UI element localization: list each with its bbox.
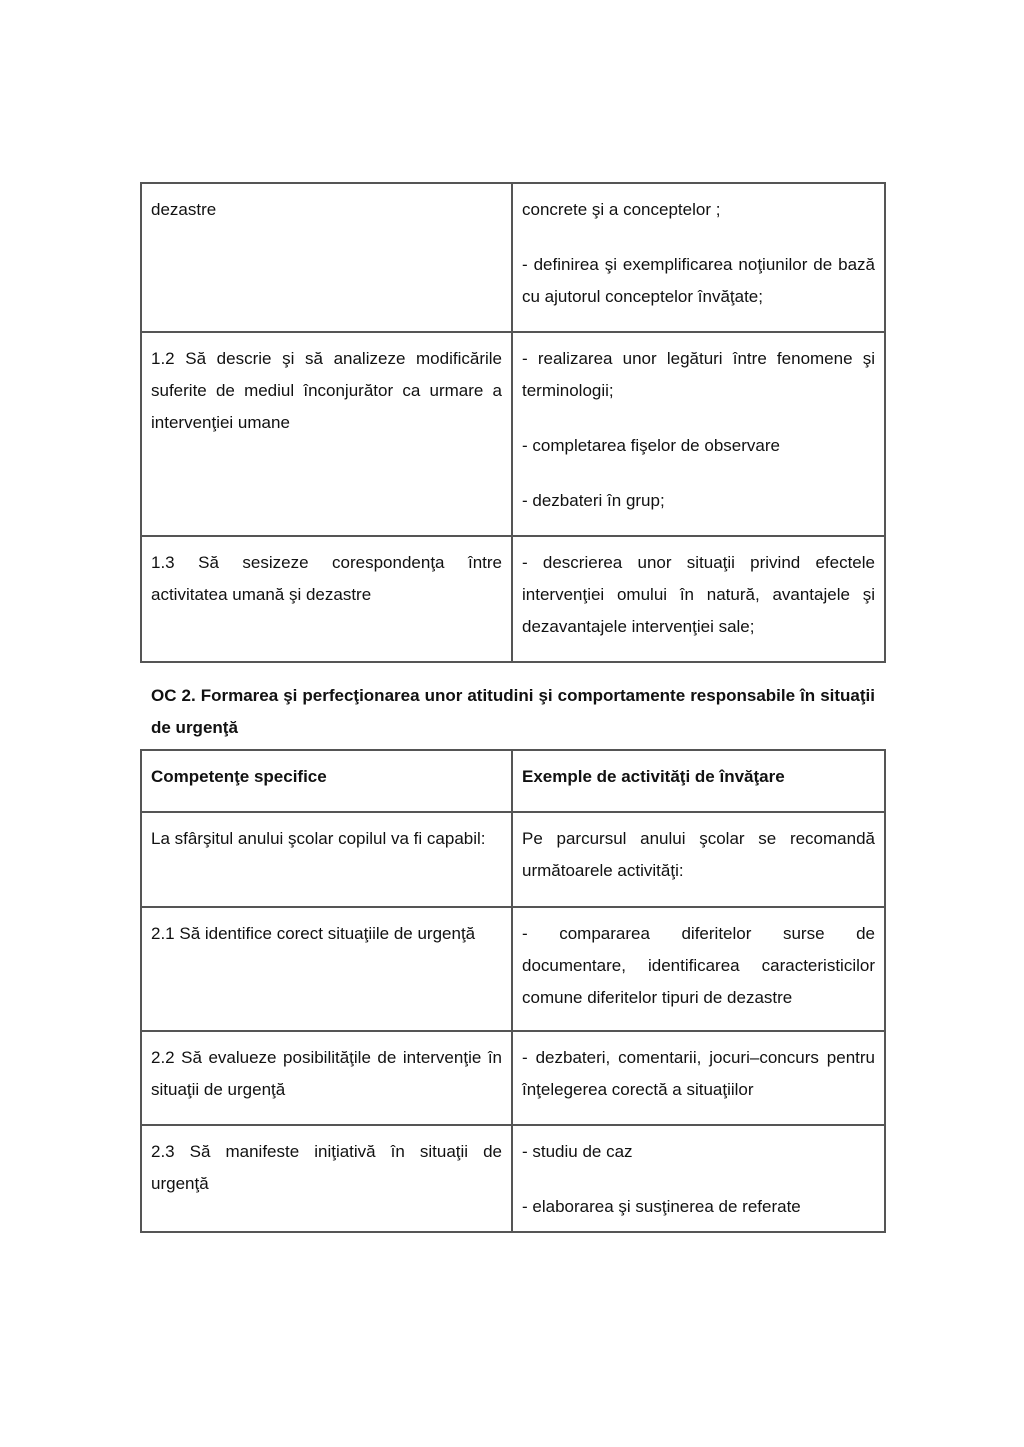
activity-cell — [512, 536, 885, 662]
cell-text: La sfârşitul anului şcolar copilul va fi capabil: — [151, 829, 486, 848]
cell-text: 2.1 Să identifice corect situaţiile de urgenţă — [151, 924, 476, 943]
cell-text: Pe parcursul anului şcolar se recomandă următoarele activităţi: — [522, 829, 875, 880]
competency-cell — [141, 332, 512, 536]
cell-text: 1.3 Să sesizeze corespondenţa între activitatea umană şi dezastre — [151, 553, 502, 604]
table-row — [141, 183, 885, 332]
cell-text: - compararea diferitelor surse de documentare, identificarea caracteristicilor comune diferitelor tipuri de dezastre — [522, 924, 875, 1007]
column-header-activities: Exemple de activităţi de învăţare — [512, 750, 885, 812]
competency-cell — [141, 183, 512, 332]
column-header-competencies: Competenţe specifice — [141, 750, 512, 812]
cell-text: - dezbateri în grup; — [522, 491, 665, 510]
cell-text: - studiu de caz — [522, 1142, 633, 1161]
cell-text: concrete şi a conceptelor ; — [522, 200, 721, 219]
table-row — [141, 332, 885, 536]
cell-text: - elaborarea şi susţinerea de referate — [522, 1197, 801, 1216]
cell-text: - realizarea unor legături între fenomene şi terminologii; — [522, 349, 875, 400]
table-row — [141, 1125, 885, 1232]
competencies-table-oc2 — [140, 749, 886, 1233]
cell-text: - definirea şi exemplificarea noţiunilor de bază cu ajutorul conceptelor învăţate; — [522, 255, 875, 306]
activity-cell — [512, 1125, 885, 1232]
table-row — [141, 1031, 885, 1125]
competency-cell — [141, 907, 512, 1031]
competency-cell — [141, 536, 512, 662]
activity-cell — [512, 183, 885, 332]
activity-cell — [512, 332, 885, 536]
cell-text: 2.2 Să evalueze posibilităţile de intervenţie în situaţii de urgenţă — [151, 1048, 502, 1099]
competency-cell — [141, 812, 512, 907]
activity-cell — [512, 1031, 885, 1125]
cell-text: dezastre — [151, 200, 217, 219]
competencies-table-continued — [140, 182, 886, 663]
activity-cell — [512, 812, 885, 907]
competency-cell — [141, 1125, 512, 1232]
table-header-row — [141, 750, 885, 812]
table-row — [141, 812, 885, 907]
cell-text: - completarea fişelor de observare — [522, 436, 780, 455]
cell-text: 1.2 Să descrie şi să analizeze modificările suferite de mediul înconjurător ca urmare a intervenţiei umane — [151, 349, 502, 432]
section-heading: OC 2. Formarea şi perfecţionarea unor atitudini şi comportamente responsabile în situaţii de urgenţă — [151, 686, 875, 737]
cell-text: - dezbateri, comentarii, jocuri–concurs pentru înţelegerea corectă a situaţiilor — [522, 1048, 875, 1099]
cell-text: - descrierea unor situaţii privind efectele intervenţiei omului în natură, avantajele şi dezavantajele intervenţiei sale; — [522, 553, 875, 636]
activity-cell — [512, 907, 885, 1031]
competency-cell — [141, 1031, 512, 1125]
table-row — [141, 536, 885, 662]
cell-text: 2.3 Să manifeste iniţiativă în situaţii de urgenţă — [151, 1142, 502, 1193]
table-row — [141, 907, 885, 1031]
